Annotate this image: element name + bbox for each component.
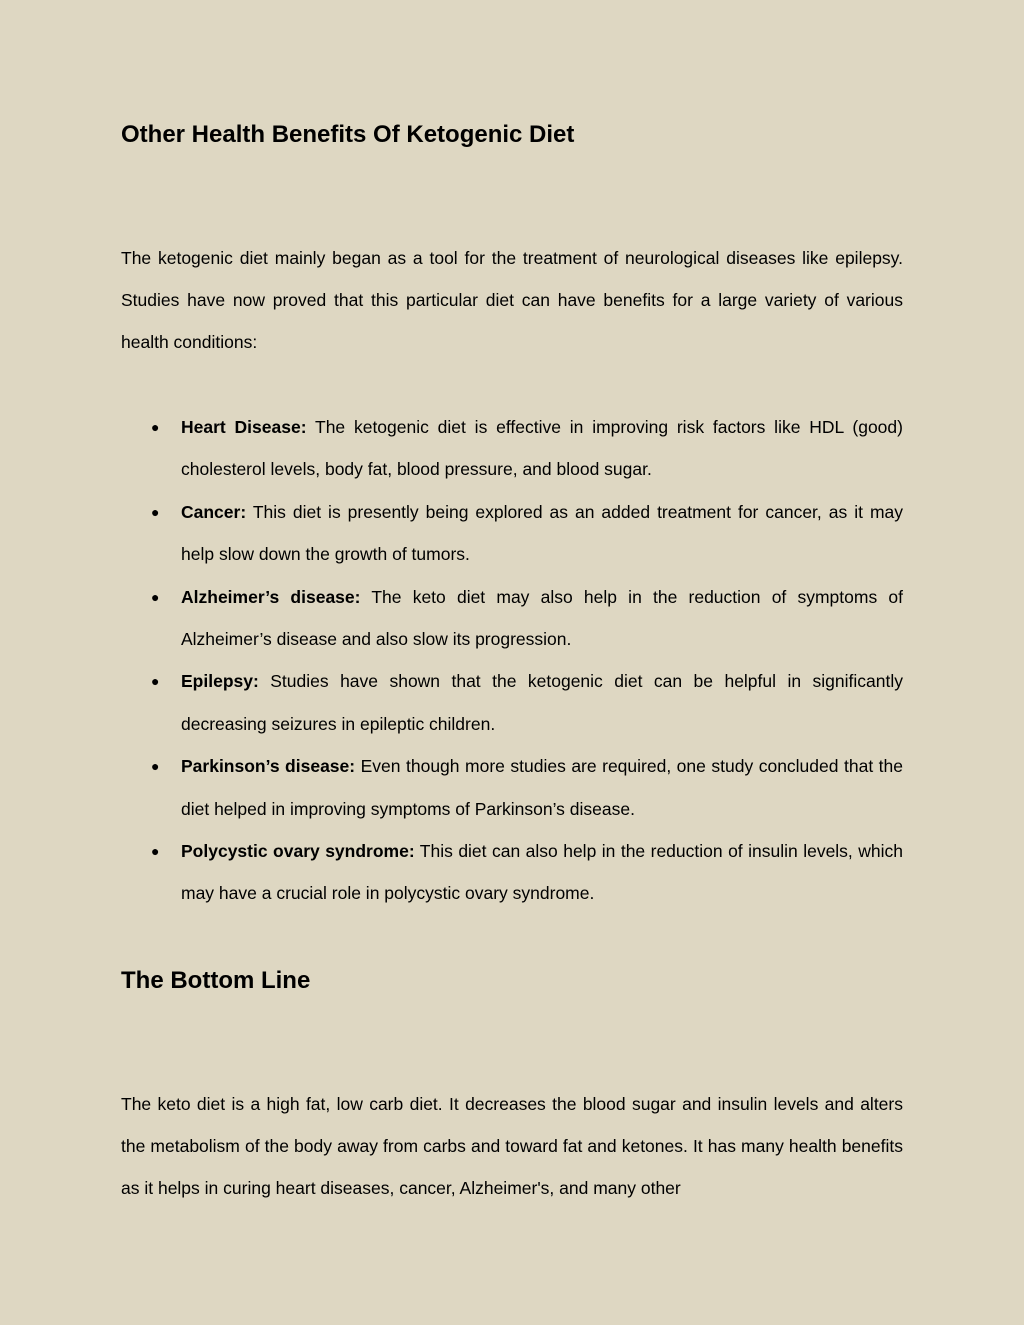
list-item-cancer <box>151 491 903 576</box>
list-item-heart-disease <box>151 406 903 491</box>
list-item-text: This diet can also help in the reduction of insulin levels, which may have a crucial role in polycystic ovary syndrome. <box>181 841 903 904</box>
list-item-text: Even though more studies are required, one study concluded that the diet helped in improving symptoms of Parkinson’s disease. <box>181 756 904 819</box>
section-heading-bottom-line: The Bottom Line <box>121 967 311 994</box>
list-item-term: Parkinson’s disease: <box>181 756 356 777</box>
list-item-term: Cancer: <box>181 501 247 522</box>
section-heading-health-benefits: Other Health Benefits Of Ketogenic Diet <box>121 121 575 148</box>
list-item-text: Studies have shown that the ketogenic diet can be helpful in significantly decreasing seizures in epileptic children. <box>181 671 903 734</box>
list-item-text: The ketogenic diet is effective in improving risk factors like HDL (good) cholesterol levels, body fat, blood pressure, and blood sugar. <box>181 417 903 480</box>
bullet-icon: ● <box>151 503 160 520</box>
list-item-term: Alzheimer’s disease: <box>181 586 361 607</box>
list-item-epilepsy <box>151 660 903 745</box>
intro-paragraph: The ketogenic diet mainly began as a tool for the treatment of neurological diseases like epilepsy. Studies have now proved that this particular diet can have benefits for a large variety of various health conditions: <box>121 248 903 352</box>
list-item-text: The keto diet may also help in the reduction of symptoms of Alzheimer’s disease and also slow its progression. <box>181 586 903 650</box>
health-benefits-list <box>151 406 904 915</box>
list-item-term: Heart Disease: <box>181 417 307 437</box>
list-item-text: This diet is presently being explored as an added treatment for cancer, as it may help slow down the growth of tumors. <box>181 501 903 565</box>
bullet-icon: ● <box>151 588 160 605</box>
list-item-term: Polycystic ovary syndrome: <box>181 841 415 862</box>
bullet-icon: ● <box>151 843 160 860</box>
list-item-alzheimers <box>151 576 903 661</box>
list-item-pcos <box>151 830 903 915</box>
bullet-icon: ● <box>151 758 160 775</box>
bottom-line-paragraph: The keto diet is a high fat, low carb diet. It decreases the blood sugar and insulin levels and alters the metabolism of the body away from carbs and toward fat and ketones. It has many health benefits as it helps in curing heart diseases, cancer, Alzheimer's, and many other <box>121 1094 903 1198</box>
bullet-icon: ● <box>151 673 160 690</box>
bullet-icon: ● <box>151 419 160 435</box>
list-item-term: Epilepsy: <box>181 671 259 692</box>
list-item-parkinsons <box>151 745 904 830</box>
